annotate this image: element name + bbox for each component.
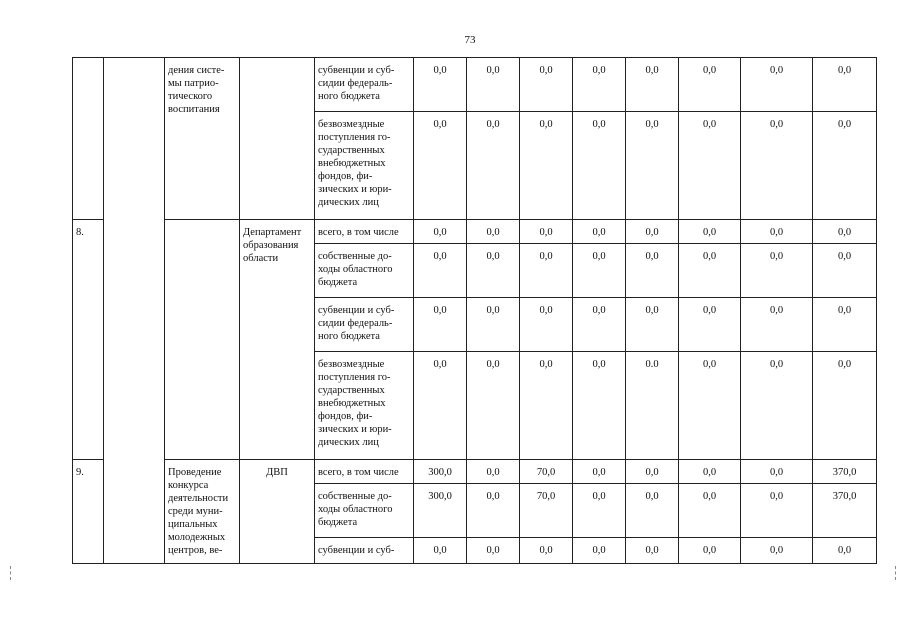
source-cell: субвенции и суб- bbox=[315, 538, 414, 564]
source-cell: собственные до- ходы областного бюджета bbox=[315, 484, 414, 538]
value-cell: 0,0 bbox=[813, 58, 877, 112]
value-cell: 0,0 bbox=[813, 298, 877, 352]
value-cell: 0,0 bbox=[520, 538, 573, 564]
value-cell: 0,0 bbox=[741, 244, 813, 298]
value-cell: 0.0 bbox=[626, 352, 679, 460]
value-cell: 0,0 bbox=[626, 244, 679, 298]
value-cell: 0,0 bbox=[813, 244, 877, 298]
value-cell: 0,0 bbox=[813, 352, 877, 460]
program-cell bbox=[104, 58, 165, 564]
value-cell: 370,0 bbox=[813, 484, 877, 538]
value-cell: 0,0 bbox=[467, 484, 520, 538]
value-cell: 0,0 bbox=[813, 538, 877, 564]
value-cell: 0,0 bbox=[813, 112, 877, 220]
value-cell: 0,0 bbox=[467, 460, 520, 484]
source-cell: собственные до- ходы областного бюджета bbox=[315, 244, 414, 298]
source-cell: субвенции и суб- сидии федераль- ного бюджета bbox=[315, 298, 414, 352]
value-cell: 0,0 bbox=[414, 538, 467, 564]
source-cell: безвозмездные поступления го- сударственных внебюджетных фондов, фи- зических и юри- дических лиц bbox=[315, 352, 414, 460]
value-cell: 0,0 bbox=[467, 538, 520, 564]
value-cell: 0,0 bbox=[520, 112, 573, 220]
value-cell: 0,0 bbox=[741, 220, 813, 244]
number-cell: 8. bbox=[73, 220, 104, 460]
value-cell: 70,0 bbox=[520, 484, 573, 538]
crop-mark-left bbox=[10, 566, 12, 580]
value-cell: 0,0 bbox=[467, 244, 520, 298]
measure-name-text: Проведение конкурса деятельности среди муни- ципальных молодежных центров, ве- bbox=[168, 467, 229, 556]
value-cell: 0,0 bbox=[467, 220, 520, 244]
value-cell: 0,0 bbox=[520, 244, 573, 298]
value-cell: 0,0 bbox=[741, 460, 813, 484]
value-cell: 0,0 bbox=[679, 484, 741, 538]
value-cell: 0,0 bbox=[741, 298, 813, 352]
value-cell: 0,0 bbox=[573, 352, 626, 460]
value-cell: 0,0 bbox=[414, 352, 467, 460]
source-cell: всего, в том числе bbox=[315, 460, 414, 484]
value-cell: 0,0 bbox=[573, 244, 626, 298]
value-cell: 0,0 bbox=[414, 220, 467, 244]
value-cell: 0,0 bbox=[573, 220, 626, 244]
value-cell: 0,0 bbox=[520, 58, 573, 112]
measure-name-cell bbox=[165, 460, 240, 564]
executor-cell bbox=[240, 58, 315, 220]
value-cell: 0,0 bbox=[626, 484, 679, 538]
value-cell: 0,0 bbox=[414, 244, 467, 298]
table-row bbox=[73, 220, 877, 244]
value-cell: 0,0 bbox=[626, 220, 679, 244]
value-cell: 0,0 bbox=[626, 112, 679, 220]
value-cell: 0,0 bbox=[573, 484, 626, 538]
value-cell: 0,0 bbox=[626, 538, 679, 564]
value-cell: 0,0 bbox=[467, 352, 520, 460]
value-cell: 0,0 bbox=[467, 298, 520, 352]
crop-mark-right bbox=[895, 566, 897, 580]
value-cell: 0,0 bbox=[626, 58, 679, 112]
value-cell: 0,0 bbox=[573, 112, 626, 220]
value-cell: 0,0 bbox=[414, 58, 467, 112]
value-cell: 0,0 bbox=[520, 352, 573, 460]
value-cell: 0,0 bbox=[573, 298, 626, 352]
value-cell: 0,0 bbox=[813, 220, 877, 244]
page-number: 73 bbox=[464, 34, 476, 46]
source-cell: безвозмездные поступления го- сударственных внебюджетных фондов, фи- зических и юри- дических лиц bbox=[315, 112, 414, 220]
value-cell: 0,0 bbox=[679, 538, 741, 564]
value-cell: 0,0 bbox=[679, 58, 741, 112]
value-cell: 0,0 bbox=[741, 352, 813, 460]
value-cell: 0,0 bbox=[520, 298, 573, 352]
value-cell: 300,0 bbox=[414, 460, 467, 484]
executor-text: Департамент образования области bbox=[243, 227, 302, 264]
value-cell: 0,0 bbox=[741, 112, 813, 220]
value-cell: 0,0 bbox=[467, 112, 520, 220]
value-cell: 0,0 bbox=[679, 352, 741, 460]
value-cell: 0,0 bbox=[414, 298, 467, 352]
value-cell: 300,0 bbox=[414, 484, 467, 538]
value-cell: 0,0 bbox=[741, 538, 813, 564]
value-cell: 0,0 bbox=[626, 460, 679, 484]
measure-name-text: дения систе- мы патрио- тического воспитания bbox=[168, 65, 225, 115]
executor-cell bbox=[240, 220, 315, 460]
table-row bbox=[73, 58, 877, 112]
value-cell: 0,0 bbox=[679, 220, 741, 244]
number-cell: 9. bbox=[73, 460, 104, 564]
value-cell: 0,0 bbox=[741, 58, 813, 112]
value-cell: 0,0 bbox=[520, 220, 573, 244]
value-cell: 0,0 bbox=[741, 484, 813, 538]
source-cell: всего, в том числе bbox=[315, 220, 414, 244]
number-cell bbox=[73, 58, 104, 220]
source-cell: субвенции и суб- сидии федераль- ного бюджета bbox=[315, 58, 414, 112]
value-cell: 0,0 bbox=[679, 298, 741, 352]
measure-name-cell bbox=[165, 220, 240, 460]
value-cell: 0,0 bbox=[573, 58, 626, 112]
value-cell: 0,0 bbox=[573, 460, 626, 484]
value-cell: 70,0 bbox=[520, 460, 573, 484]
value-cell: 0,0 bbox=[626, 298, 679, 352]
measure-name-cell bbox=[165, 58, 240, 220]
table-row bbox=[73, 460, 877, 484]
value-cell: 0,0 bbox=[467, 58, 520, 112]
value-cell: 0,0 bbox=[573, 538, 626, 564]
executor-cell: ДВП bbox=[240, 460, 315, 564]
value-cell: 0,0 bbox=[679, 460, 741, 484]
budget-table bbox=[72, 57, 877, 564]
value-cell: 0,0 bbox=[414, 112, 467, 220]
value-cell: 0,0 bbox=[679, 112, 741, 220]
value-cell: 370,0 bbox=[813, 460, 877, 484]
value-cell: 0,0 bbox=[679, 244, 741, 298]
